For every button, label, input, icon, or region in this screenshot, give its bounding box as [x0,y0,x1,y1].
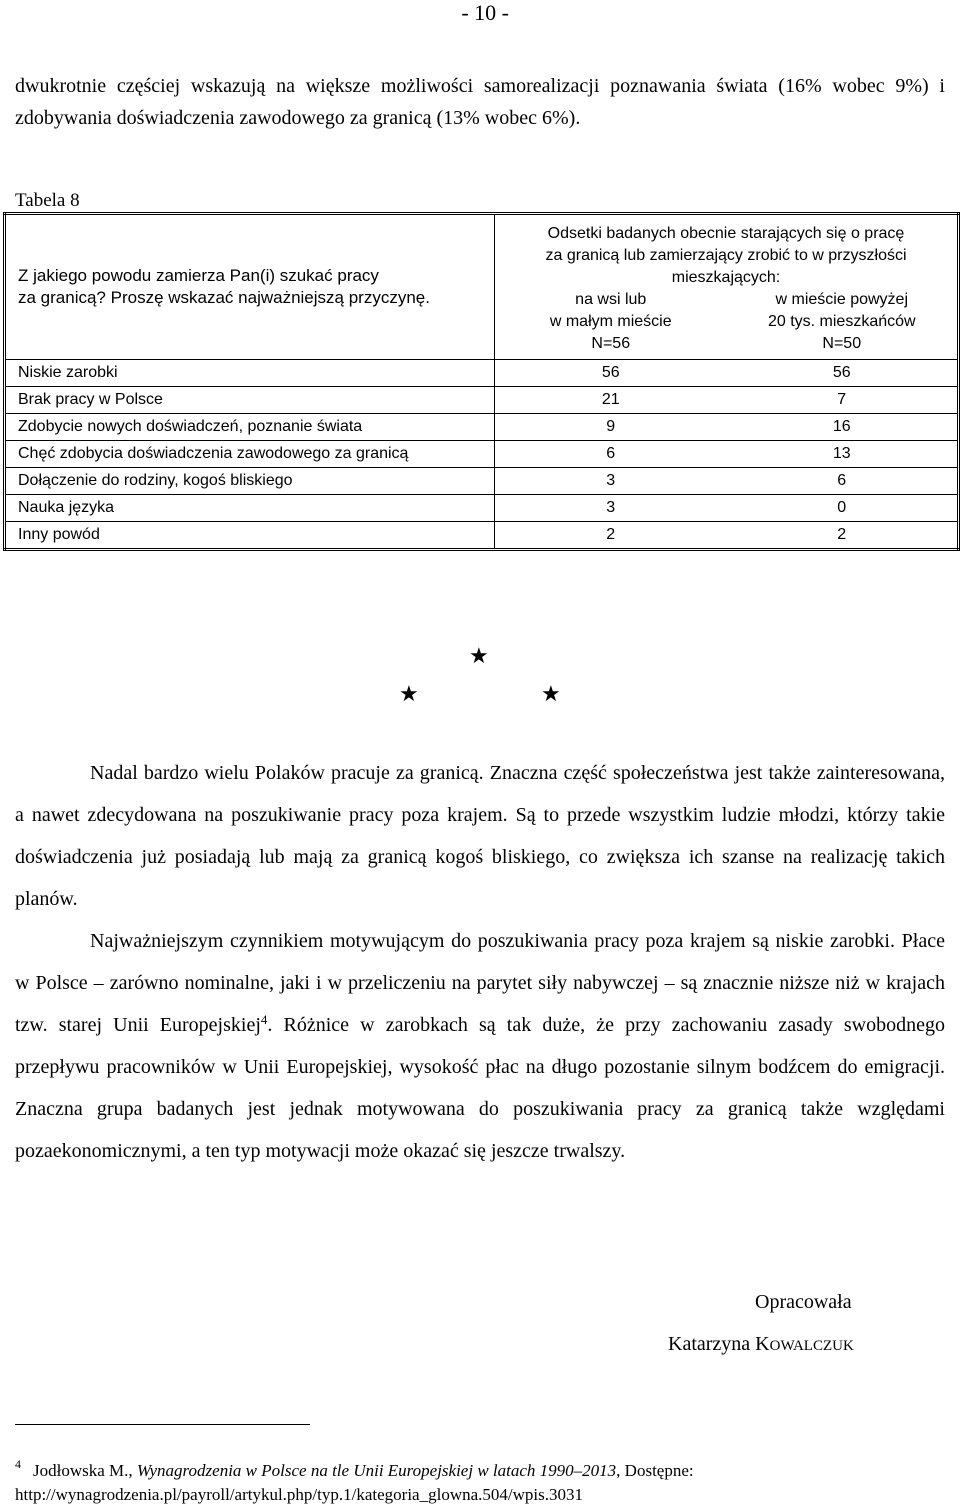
question-line-2: za granicą? Proszę wskazać najważniejszą przyczynę. [18,288,430,307]
row-label: Brak pracy w Polsce [5,387,495,414]
signature-surname-initial: K [755,1333,770,1355]
row-value-urban: 6 [727,468,959,495]
row-value-rural: 2 [495,522,727,550]
summary-text [15,752,945,1172]
group-header-line-2: za granicą lub zamierzający zrobić to w przyszłości [545,247,907,264]
footnote-divider [15,1424,310,1425]
row-value-rural: 3 [495,495,727,522]
row-label: Nauka języka [5,495,495,522]
column-header-urban-n: N=50 [822,335,862,352]
row-value-urban: 7 [727,387,959,414]
row-value-rural: 21 [495,387,727,414]
footnote-number: 4 [15,1457,21,1471]
table-header-row [5,214,959,290]
row-value-urban: 16 [727,414,959,441]
row-value-rural: 9 [495,414,727,441]
footnote-suffix: , Dostępne: [616,1461,694,1480]
table-caption: Tabela 8 [15,190,80,211]
table-row [5,441,959,468]
row-value-rural: 56 [495,360,727,387]
row-value-urban: 0 [727,495,959,522]
star-icon: ★ [541,682,561,707]
footnote-url-link[interactable]: http://wynagrodzenia.pl/payroll/artykul.php/typ.1/kategoria_glowna.504/wpis.3031 [15,1485,583,1504]
summary-paragraph-2 [15,920,945,1172]
group-header-line-1: Odsetki badanych obecnie starających się o pracę [547,225,905,242]
summary-paragraph-1: Nadal bardzo wielu Polaków pracuje za granicą. Znaczna część społeczeństwa jest także zainteresowana, a nawet zdecydowana na poszukiwanie pracy poza krajem. Są to przede wszystkim ludzie młodzi, którzy takie doświadczenia już posiadają lub mają za granicą kogoś bliskiego, co zwiększa ich szanse na realizację takich planów. [15,762,945,910]
table-row [5,387,959,414]
row-value-urban: 56 [727,360,959,387]
group-header-line-3: mieszkających: [671,269,781,286]
table-row [5,360,959,387]
row-label: Dołączenie do rodziny, kogoś bliskiego [5,468,495,495]
column-header-urban-line-1: w mieście powyżej [775,291,908,308]
table-row [5,414,959,441]
row-label: Inny powód [5,522,495,550]
row-value-rural: 3 [495,468,727,495]
signature-first-name: Katarzyna [668,1333,751,1355]
survey-table [3,212,960,551]
column-header-rural [495,289,727,360]
footnote [15,1452,945,1507]
table-row [5,495,959,522]
paragraph-2-text: Najważniejszym czynnikiem motywującym do poszukiwania pracy poza krajem są niskie zarobki. Płace w Polsce – zarówno nominalne, jaki i w przeliczeniu na parytet siły nabywczej – są znacznie niższe niż w krajach tzw. starej Unii Europejskiej [15,930,945,1036]
column-header-rural-n: N=56 [591,335,631,352]
footnote-reference[interactable]: 4 [260,1012,268,1027]
row-label: Zdobycie nowych doświadczeń, poznanie świata [5,414,495,441]
survey-table-container [3,212,957,551]
section-separator [0,640,960,720]
column-header-rural-line-2: w małym mieście [549,313,672,330]
row-value-rural: 6 [495,441,727,468]
table-group-header [495,214,959,290]
star-icon: ★ [399,682,419,707]
column-header-urban [727,289,959,360]
table-row [5,468,959,495]
column-header-rural-line-1: na wsi lub [575,291,647,308]
question-line-1: Z jakiego powodu zamierza Pan(i) szukać pracy [18,266,379,285]
signature-role: Opracowała [755,1291,852,1313]
column-header-urban-line-2: 20 tys. mieszkańców [767,313,916,330]
intro-paragraph: dwukrotnie częściej wskazują na większe możliwości samorealizacji poznawania świata (16% wobec 9%) i zdobywania doświadczenia zawodowego za granicą (13% wobec 6%). [15,75,945,129]
paragraph-2-text-continued: . Różnice w zarobkach są tak duże, że przy zachowaniu zasady swobodnego przepływu pracowników w Unii Europejskiej, wysokość płac na długo pozostanie silnym bodźcem do emigracji. Znaczna grupa badanych jest jednak motywowana do poszukiwania pracy za granicą także względami pozaekonomicznymi, a ten typ motywacji może okazać się jeszcze trwalszy. [15,1014,945,1162]
page-number: - 10 - [461,0,509,25]
row-label: Niskie zarobki [5,360,495,387]
row-label: Chęć zdobycia doświadczenia zawodowego za granicą [5,441,495,468]
row-value-urban: 2 [727,522,959,550]
signature-surname-rest: OWALCZUK [769,1338,854,1354]
table-question-cell [5,214,495,360]
signature-name [668,1332,854,1358]
table-row [5,522,959,550]
footnote-title: Wynagrodzenia w Polsce na tle Unii Europejskiej w latach 1990–2013 [136,1461,617,1480]
footnote-author: Jodłowska M., [33,1461,133,1480]
row-value-urban: 13 [727,441,959,468]
star-icon: ★ [469,644,489,669]
